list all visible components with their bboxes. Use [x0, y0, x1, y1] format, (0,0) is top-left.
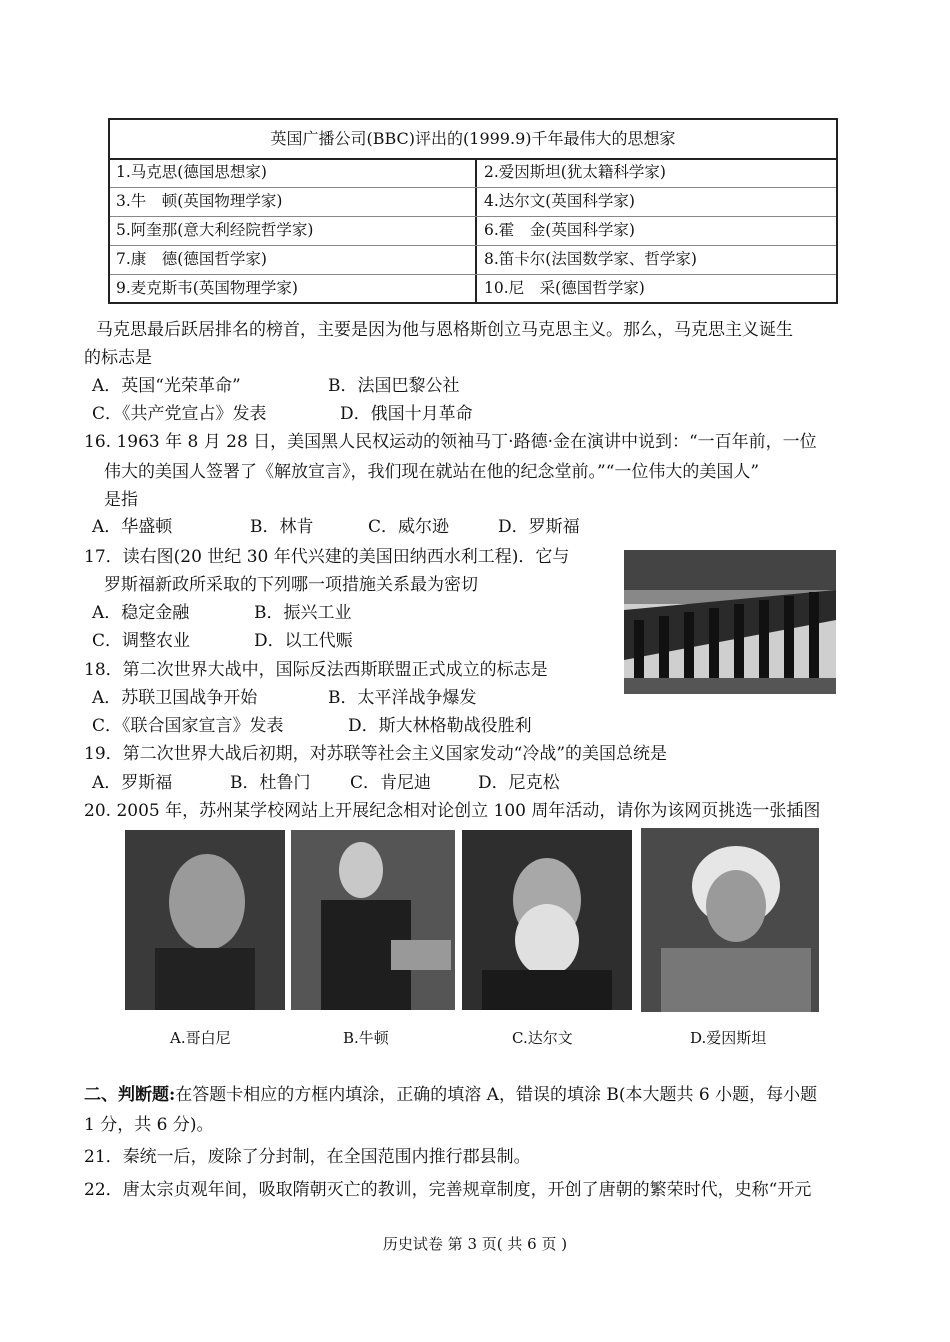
table-cell: 10.尼 采(德国哲学家): [484, 279, 645, 297]
q17-option-a: A．稳定金融: [92, 603, 190, 623]
q17-stem: 17．读右图(20 世纪 30 年代兴建的美国田纳西水利工程)．它与: [84, 547, 570, 567]
dam-image: [624, 550, 836, 694]
section2-heading: 二、判断题:: [84, 1085, 176, 1105]
portrait-darwin: [462, 830, 632, 1010]
q17-stem-cont: 罗斯福新政所采取的下列哪一项措施关系最为密切: [104, 575, 478, 595]
caption-a: A.哥白尼: [170, 1029, 231, 1047]
q17-option-b: B．振兴工业: [254, 603, 352, 623]
thinkers-table: [108, 118, 838, 304]
q18-stem: 18．第二次世界大战中，国际反法西斯联盟正式成立的标志是: [84, 660, 548, 680]
portrait-einstein: [641, 828, 819, 1012]
table-cell: 7.康 德(德国哲学家): [116, 250, 267, 268]
caption-b: B.牛顿: [343, 1029, 389, 1047]
q16-option-d: D．罗斯福: [498, 517, 580, 537]
q15-stem-cont: 的标志是: [84, 348, 152, 368]
table-divider: [475, 158, 477, 302]
page-footer: 历史试卷 第 3 页( 共 6 页 ): [382, 1235, 568, 1253]
q19-option-a: A．罗斯福: [92, 773, 173, 793]
portrait-image: [291, 830, 455, 1010]
q16-option-b: B．林肯: [250, 517, 314, 537]
caption-d: D.爱因斯坦: [690, 1029, 767, 1047]
table-cell: 1.马克思(德国思想家): [116, 163, 267, 181]
q19-option-c: C．肯尼迪: [350, 773, 432, 793]
table-title: 英国广播公司(BBC)评出的(1999.9)千年最伟大的思想家: [110, 120, 836, 160]
dam-photo: [624, 550, 836, 694]
portrait-image: [641, 828, 819, 1012]
q16-stem-cont: 是指: [104, 490, 138, 510]
q18-option-b: B．太平洋战争爆发: [328, 688, 477, 708]
q17-option-c: C．调整农业: [92, 631, 191, 651]
q17-option-d: D．以工代赈: [254, 631, 353, 651]
q15-option-b: B．法国巴黎公社: [328, 376, 460, 396]
q18-option-a: A．苏联卫国战争开始: [92, 688, 258, 708]
section2-instructions-cont: 1 分，共 6 分)。: [84, 1115, 214, 1135]
portrait-newton: [291, 830, 455, 1010]
q15-option-d: D．俄国十月革命: [340, 404, 473, 424]
q22-stem: 22．唐太宗贞观年间，吸取隋朝灭亡的教训，完善规章制度，开创了唐朝的繁荣时代，史称“开元: [84, 1180, 812, 1200]
q15-option-a: A．英国“光荣革命”: [92, 376, 241, 396]
q18-option-d: D．斯大林格勒战役胜利: [348, 716, 532, 736]
portrait-image: [462, 830, 632, 1010]
table-cell: 6.霍 金(英国科学家): [484, 221, 635, 239]
q15-stem: 马克思最后跃居排名的榜首，主要是因为他与恩格斯创立马克思主义。那么，马克思主义诞生: [96, 320, 793, 340]
q21-stem: 21．秦统一后，废除了分封制，在全国范围内推行郡县制。: [84, 1147, 531, 1167]
q16-stem-cont: 伟大的美国人签署了《解放宣言》，我们现在就站在他的纪念堂前。”“一位伟大的美国人”: [104, 462, 760, 482]
table-cell: 4.达尔文(英国科学家): [484, 192, 635, 210]
portrait-image: [125, 830, 285, 1010]
table-cell: 9.麦克斯韦(英国物理学家): [116, 279, 298, 297]
q19-option-d: D．尼克松: [478, 773, 560, 793]
q19-stem: 19．第二次世界大战后初期，对苏联等社会主义国家发动“冷战”的美国总统是: [84, 744, 668, 764]
table-cell: 5.阿奎那(意大利经院哲学家): [116, 221, 314, 239]
q18-option-c: C．《联合国家宣言》发表: [92, 716, 284, 736]
q16-option-c: C．威尔逊: [368, 517, 450, 537]
q16-option-a: A．华盛顿: [92, 517, 173, 537]
q16-stem: 16. 1963 年 8 月 28 日，美国黑人民权运动的领袖马丁·路德·金在演讲中说到：“一百年前，一位: [84, 432, 817, 452]
q19-option-b: B．杜鲁门: [230, 773, 311, 793]
section2-instructions: 在答题卡相应的方框内填涂，正确的填溶 A，错误的填涂 B(本大题共 6 小题，每小题: [175, 1085, 818, 1105]
portrait-copernicus: [125, 830, 285, 1010]
q20-stem: 20. 2005 年，苏州某学校网站上开展纪念相对论创立 100 周年活动，请你为该网页挑选一张插图: [84, 801, 821, 821]
q15-option-c: C．《共产党宣占》发表: [92, 404, 267, 424]
table-cell: 8.笛卡尔(法国数学家、哲学家): [484, 250, 697, 268]
caption-c: C.达尔文: [512, 1029, 573, 1047]
table-cell: 3.牛 顿(英国物理学家): [116, 192, 283, 210]
section2-line1: [84, 1083, 817, 1107]
table-cell: 2.爱因斯坦(犹太籍科学家): [484, 163, 666, 181]
